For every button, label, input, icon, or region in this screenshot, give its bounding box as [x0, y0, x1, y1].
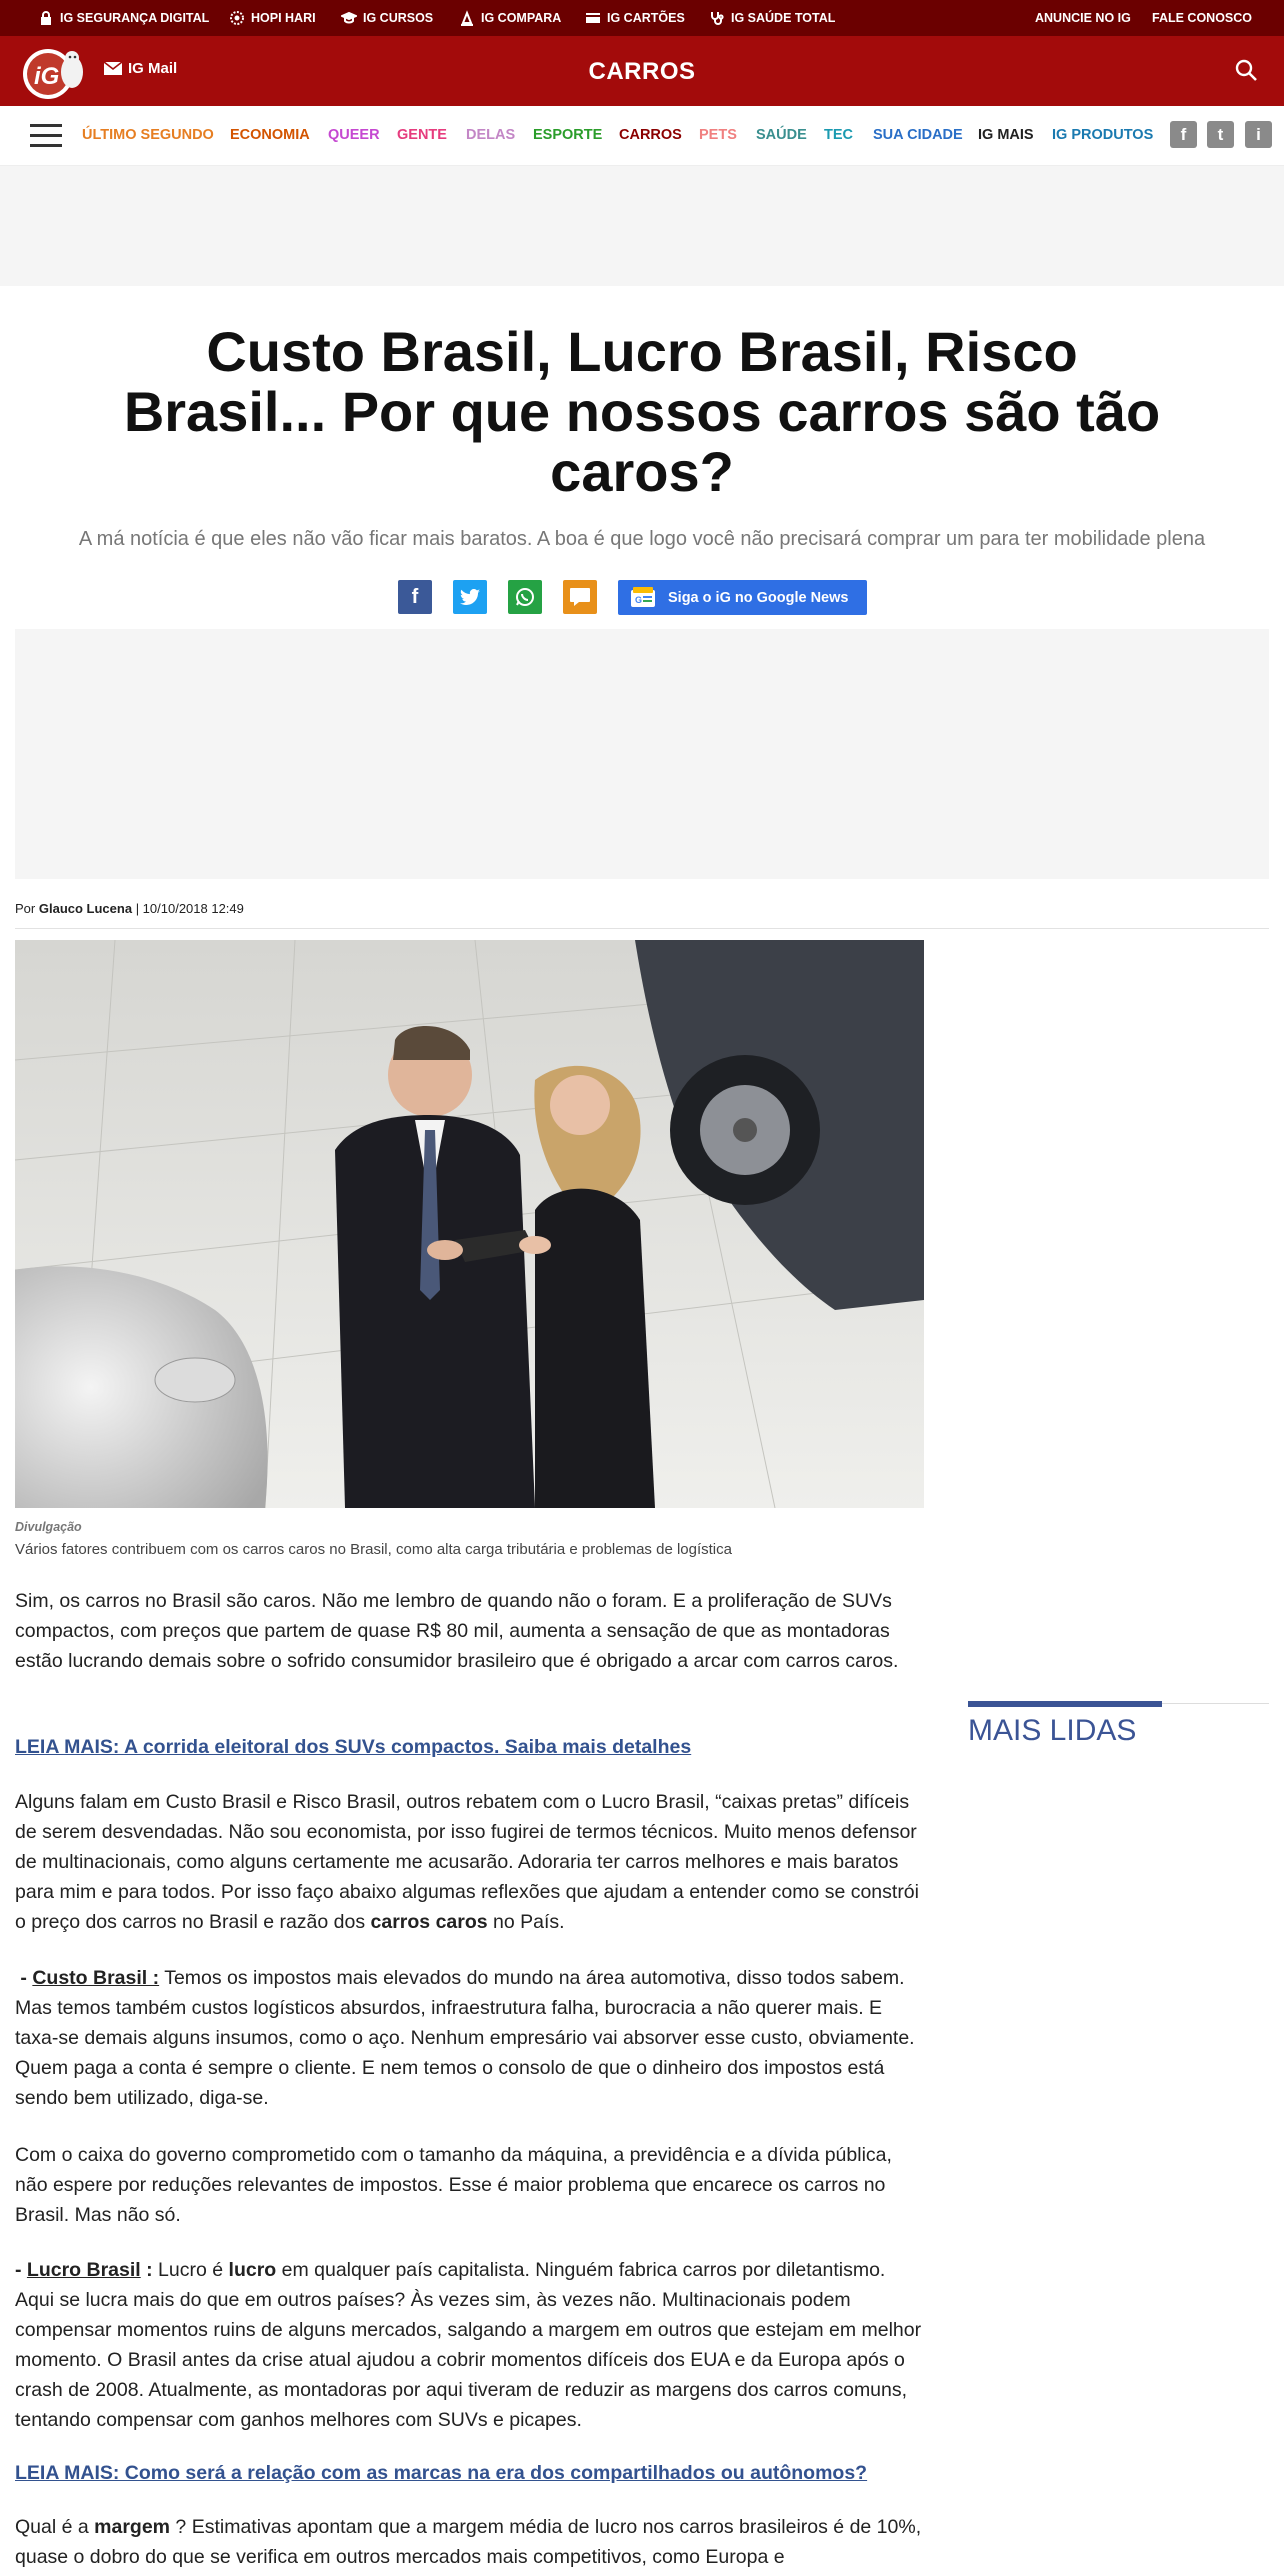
author-name[interactable]: Glauco Lucena [38, 901, 133, 916]
publish-date: | 10/10/2018 12:49 [135, 901, 244, 916]
topbar-link-label: IG SAÚDE TOTAL [731, 11, 836, 25]
hamburger-menu-icon[interactable] [30, 124, 62, 148]
section-title: CARROS [588, 58, 696, 85]
comment-icon [569, 587, 591, 607]
nav-item-ig-produtos[interactable]: IG PRODUTOS [1052, 127, 1154, 143]
paragraph-3-text: Temos os impostos mais elevados do mundo na área automotiva, disso todos sabem. Mas temos também custos logísticos absurdos, infraestrutura falha, burocracia a não querer mais. E taxa-se demais alguns insumos, como o aço. Nenhum empresário vai absorver esse custo, obviamente. Quem paga a conta é sempre o cliente. E nem temos o consolo de que o dinheiro dos impostos está sendo bem utilizado, diga-se. [15, 1967, 915, 2109]
stethoscope-icon [709, 10, 725, 26]
graduation-cap-icon [341, 10, 357, 26]
byline-divider [15, 928, 1269, 929]
facebook-icon[interactable]: f [1170, 121, 1197, 148]
read-more-1 [15, 1732, 924, 1762]
top-utility-bar [0, 0, 1284, 36]
paragraph-6 [15, 2512, 924, 2568]
topbar-link-anuncie[interactable] [1035, 0, 1131, 36]
topbar-link-label: IG COMPARA [481, 11, 562, 25]
twitter-bird-icon [460, 589, 480, 606]
most-read-accent-bar [968, 1701, 1162, 1707]
nav-item-tec[interactable]: TEC [824, 127, 853, 143]
google-news-icon [630, 587, 656, 609]
paragraph-2-text: Alguns falam em Custo Brasil e Risco Brasil, outros rebatem com o Lucro Brasil, “caixas pretas” difíceis de serem desvendadas. Não sou economista, por isso fugirei de termos técnicos. Muito menos defensor de multinacionais, como alguns certamente me acusarão. Adoraria ter carros melhores e mais baratos para mim e para todos. Por isso faço abaixo algumas reflexões que ajudam a entender como se constrói o preço dos carros no Brasil e razão dos [15, 1791, 919, 1933]
paragraph-6-text: ? Estimativas apontam que a margem média de lucro nos carros brasileiros é de 10%, quase o dobro do que se verifica em outros mercados mais competitivos, como Europa e [15, 2516, 922, 2568]
article-subtitle: A má notícia é que eles não vão ficar mais baratos. A boa é que logo você não precisará comprar um para ter mobilidade plena [78, 528, 1206, 550]
custo-brasil-term: Custo Brasil : [32, 1967, 160, 1989]
topbar-link-label: ANUNCIE NO IG [1035, 11, 1131, 25]
main-nav [0, 106, 1284, 166]
ig-mail-link[interactable] [104, 60, 177, 77]
bell-compare-icon [459, 10, 475, 26]
svg-text:G: G [635, 594, 643, 605]
term-colon: : [140, 2259, 153, 2281]
ig-logo[interactable] [18, 44, 86, 100]
share-twitter-button[interactable] [453, 580, 487, 614]
comments-button[interactable] [563, 580, 597, 614]
paragraph-3 [15, 1963, 924, 2113]
nav-item-sua-cidade[interactable]: SUA CIDADE [873, 127, 963, 143]
paragraph-1: Sim, os carros no Brasil são caros. Não me lembro de quando não o foram. E a proliferação de SUVs compactos, com preços que partem de quase R$ 80 mil, aumenta a sensação de que as montadoras estão lucrando demais sobre o sofrido consumidor brasileiro que é obrigado a arcar com carros caros. [15, 1590, 899, 1672]
topbar-link-seguranca[interactable] [38, 0, 209, 36]
topbar-link-label: IG CURSOS [363, 11, 434, 25]
nav-item-queer[interactable]: QUEER [328, 127, 380, 143]
photo-caption: Vários fatores contribuem com os carros caros no Brasil, como alta carga tributária e problemas de logística [15, 1541, 732, 1558]
share-facebook-button[interactable] [398, 580, 432, 614]
paragraph-5-bold: lucro [228, 2259, 277, 2281]
byline-prefix: Por [15, 901, 36, 916]
google-news-button[interactable] [618, 580, 867, 615]
nav-item-pets[interactable]: PETS [699, 127, 737, 143]
ad-banner-top [0, 166, 1284, 286]
nav-item-saude[interactable]: SAÚDE [756, 127, 807, 143]
nav-item-ultimo-segundo[interactable]: ÚLTIMO SEGUNDO [82, 127, 214, 143]
facebook-icon: f [411, 585, 419, 608]
most-read-divider [1162, 1703, 1269, 1704]
topbar-link-fale-conosco[interactable] [1152, 0, 1252, 36]
instagram-icon[interactable]: i [1245, 121, 1272, 148]
ad-banner-middle [15, 629, 1269, 879]
logo-text: iG [34, 63, 60, 90]
topbar-link-hopihari[interactable] [229, 0, 316, 36]
topbar-link-label: FALE CONOSCO [1152, 11, 1253, 25]
bullet-dash: - [15, 1967, 33, 1989]
read-more-2 [15, 2458, 924, 2488]
whatsapp-icon [514, 586, 536, 608]
topbar-link-cursos[interactable] [341, 0, 433, 36]
nav-item-carros[interactable]: CARROS [619, 127, 682, 143]
paragraph-5-text: em qualquer país capitalista. Ninguém fabrica carros por diletantismo. Aqui se lucra mais do que em outros países? Às vezes sim, às vezes não. Multinacionais podem compensar momentos ruins de alguns mercados, salgando a margem em outros que estejam em melhor momento. O Brasil antes da crise atual ajudou a cobrir momentos difíceis dos EUA e da Europa após o crash de 2008. Atualmente, as montadoras por aqui tiveram de reduzir as margens dos carros comuns, tentando compensar com ganhos melhores com SUVs e picapes. [15, 2259, 922, 2431]
read-more-link-2[interactable]: LEIA MAIS: Como será a relação com as marcas na era dos compartilhados ou autônomos? [15, 2462, 868, 2484]
twitter-icon[interactable]: t [1207, 121, 1234, 148]
photo-credit: Divulgação [15, 1520, 82, 1534]
most-read-heading: MAIS LIDAS [968, 1714, 1137, 1747]
nav-item-gente[interactable]: GENTE [397, 127, 447, 143]
ferris-wheel-icon [229, 10, 245, 26]
search-icon[interactable] [1234, 58, 1260, 84]
topbar-link-compara[interactable] [459, 0, 561, 36]
lock-icon [38, 10, 54, 26]
article-photo [15, 940, 924, 1508]
read-more-link-1[interactable]: LEIA MAIS: A corrida eleitoral dos SUVs compactos. Saiba mais detalhes [15, 1736, 692, 1758]
bullet-dash: - [15, 2259, 27, 2281]
mail-label: IG Mail [128, 60, 178, 77]
google-news-label: Siga o iG no Google News [668, 589, 849, 606]
share-whatsapp-button[interactable] [508, 580, 542, 614]
nav-item-economia[interactable]: ECONOMIA [230, 127, 310, 143]
card-icon [585, 10, 601, 26]
site-header [0, 36, 1284, 106]
topbar-link-label: HOPI HARI [251, 11, 316, 25]
paragraph-5 [15, 2255, 924, 2435]
nav-item-esporte[interactable]: ESPORTE [533, 127, 603, 143]
paragraph-2-bold: carros caros [370, 1911, 488, 1933]
paragraph-6-bold: margem [94, 2516, 171, 2538]
paragraph-2 [15, 1787, 924, 1937]
topbar-link-label: IG SEGURANÇA DIGITAL [60, 11, 210, 25]
byline [15, 901, 244, 916]
topbar-link-label: IG CARTÕES [607, 11, 685, 25]
paragraph-4: Com o caixa do governo comprometido com o tamanho da máquina, a previdência e a dívida pública, não espere por reduções relevantes de impostos. Esse é maior problema que encarece os carros no Brasil. Mas não só. [15, 2144, 892, 2226]
nav-item-ig-mais[interactable]: IG MAIS [978, 127, 1034, 143]
lucro-brasil-term: Lucro Brasil [26, 2259, 141, 2281]
topbar-link-saude[interactable] [709, 0, 835, 36]
paragraph-5-lead: Lucro é [152, 2259, 229, 2281]
nav-item-delas[interactable]: DELAS [466, 127, 516, 143]
paragraph-2-tail: no País. [493, 1911, 565, 1933]
topbar-link-cartoes[interactable] [585, 0, 685, 36]
envelope-icon [104, 62, 122, 75]
paragraph-6-lead: Qual é a [15, 2516, 95, 2538]
article-title: Custo Brasil, Lucro Brasil, Risco Brasil... Por que nossos carros são tão caros? [123, 320, 1161, 503]
